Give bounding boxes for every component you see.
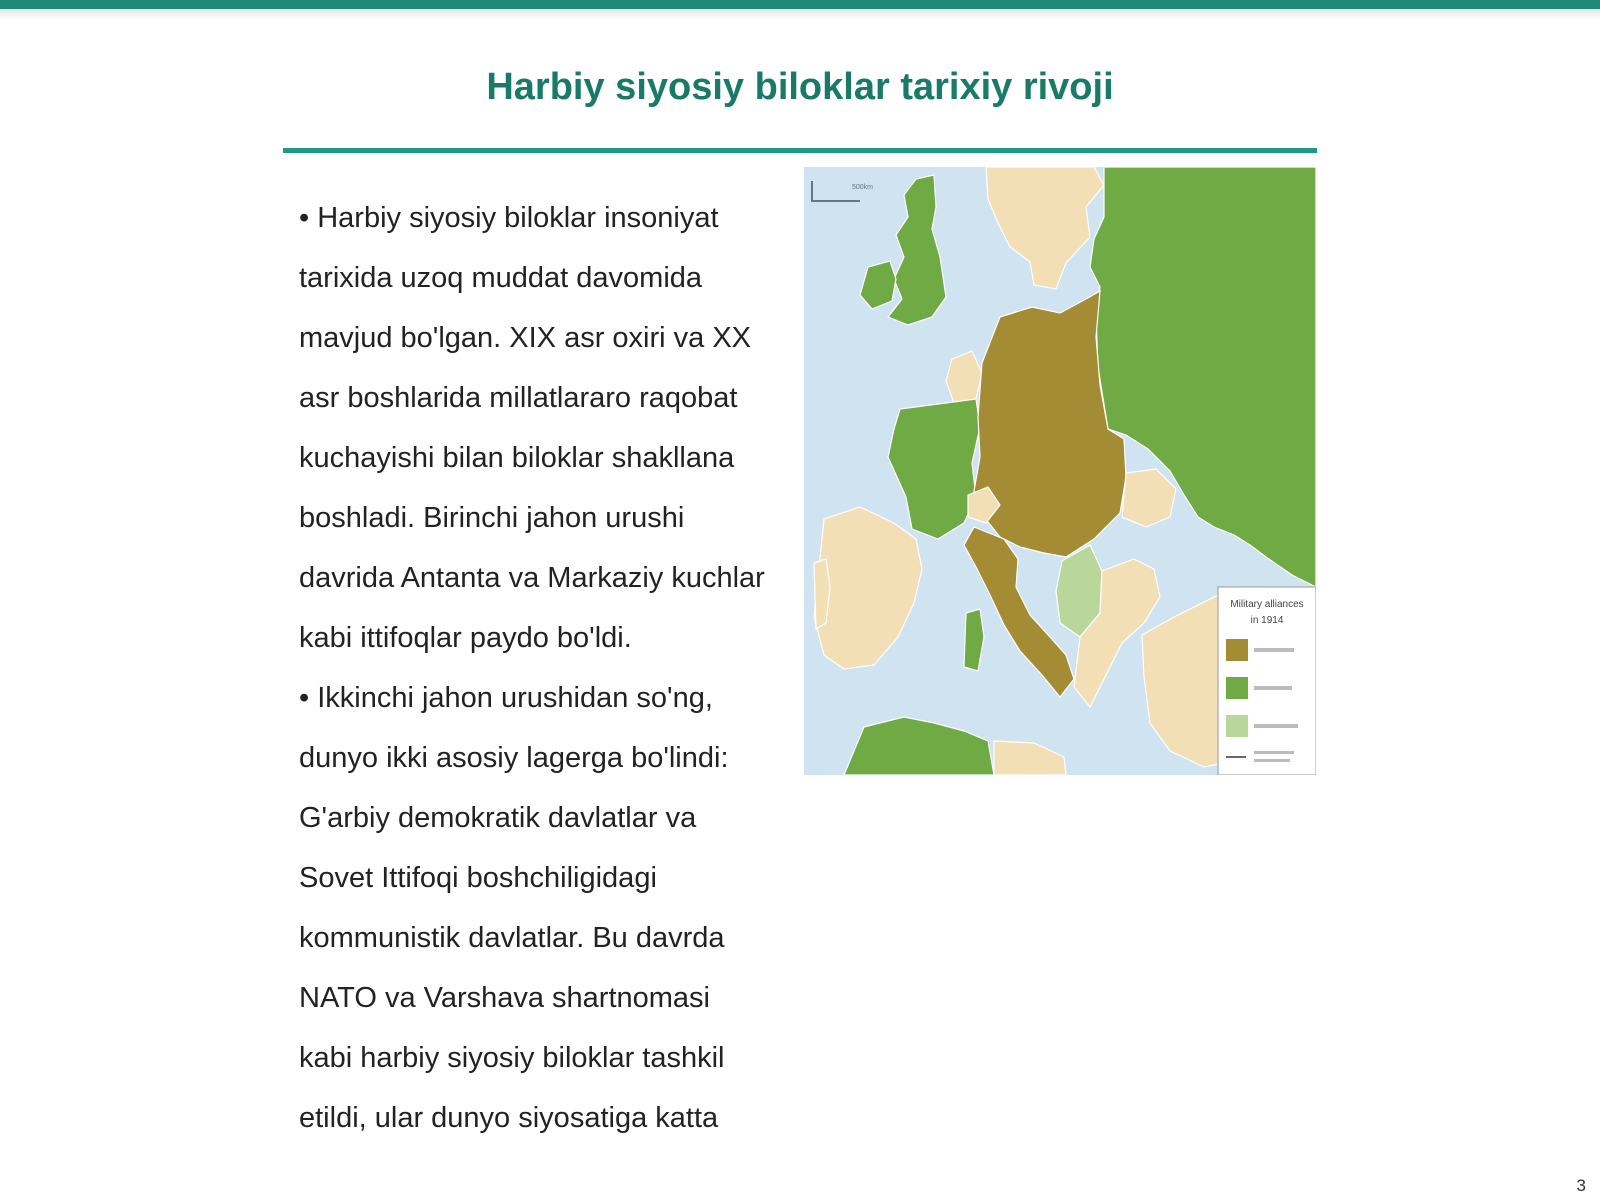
top-bar-shadow	[0, 9, 1600, 19]
legend-swatch-triple-entente	[1226, 677, 1248, 699]
europe-alliances-map	[804, 167, 1316, 775]
top-accent-bar	[0, 0, 1600, 9]
legend-swatch-entente-allies	[1226, 715, 1248, 737]
title-underline	[283, 148, 1317, 153]
paragraph-1: • Harbiy siyosiy biloklar insoniyat tarixida uzoq muddat davomida mavjud bo'lgan. XIX asr oxiri va XX asr boshlarida millatlararo raqobat kuchayishi bilan biloklar shakllana boshladi. Birinchi jahon urushi davrida Antanta va Markaziy kuchlar kabi ittifoqlar paydo bo'ldi.	[299, 202, 765, 654]
map-scale-text: 500km	[852, 184, 874, 191]
paragraph-2: • Ikkinchi jahon urushidan so'ng, dunyo ikki asosiy lagerga bo'lindi: G'arbiy demokratik davlatlar va Sovet Ittifoqi boshchiligidagi kommunistik davlatlar. Bu davrda NATO va Varshava shartnomasi kabi harbiy siyosiy biloklar tashkil etildi, ular dunyo siyosatiga katta	[299, 682, 729, 1134]
legend-title-line1: Military alliances	[1230, 599, 1304, 610]
legend-swatch-triple-alliance	[1226, 639, 1248, 661]
slide-number: 3	[1576, 1176, 1586, 1195]
slide-title: Harbiy siyosiy biloklar tarixiy rivoji	[486, 66, 1114, 108]
slide-body	[299, 188, 769, 1200]
legend-title-line2: in 1914	[1250, 615, 1284, 626]
